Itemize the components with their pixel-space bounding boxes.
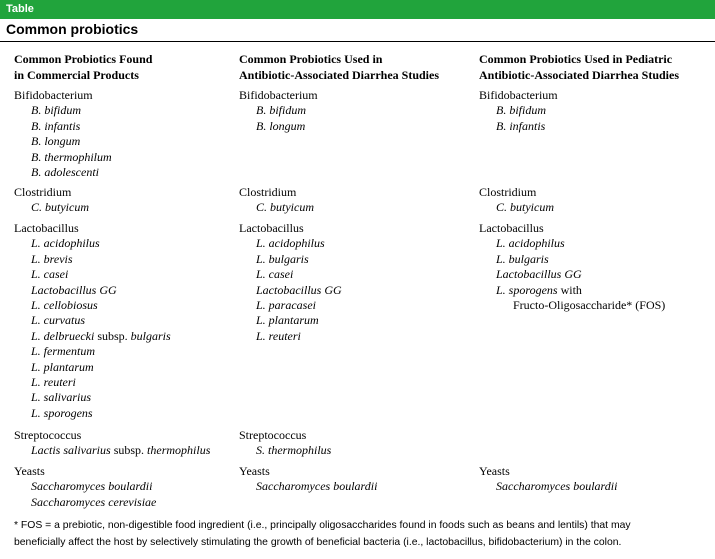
species-item: [239, 298, 475, 313]
species-item: [239, 283, 475, 298]
species-name: L. curvatus: [31, 313, 85, 328]
species-item: [14, 360, 236, 375]
species-item: [479, 479, 715, 494]
species-connector: subsp.: [94, 328, 131, 343]
species-name: B. infantis: [496, 118, 546, 133]
genus-group: [14, 88, 236, 180]
species-name: L. plantarum: [256, 313, 319, 328]
species-name: S. thermophilus: [256, 443, 332, 458]
species-name: Lactobacillus GG: [256, 282, 342, 297]
genus-group: [14, 428, 236, 459]
species-name: Lactobacillus GG: [31, 282, 117, 297]
species-name: L. acidophilus: [256, 236, 325, 251]
species-name: B. infantis: [31, 118, 81, 133]
species-name: Saccharomyces cerevisiae: [31, 494, 157, 509]
genus-group: [479, 221, 715, 313]
species-name: L. sporogens: [496, 282, 558, 297]
genus-group: [479, 88, 715, 134]
species-name: L. acidophilus: [31, 236, 100, 251]
species-name: C. butyicum: [256, 200, 314, 215]
table-column-3: [479, 51, 715, 494]
species-name: L. casei: [31, 267, 69, 282]
species-item: [14, 283, 236, 298]
genus-name: Clostridium: [14, 185, 72, 199]
species-item: [14, 267, 236, 282]
column-header: [479, 51, 715, 88]
species-item: [14, 313, 236, 328]
table-tag-label: Table: [6, 3, 34, 15]
genus-group: [239, 464, 475, 495]
species-name: L. reuteri: [31, 375, 76, 390]
genus-group: [479, 185, 715, 216]
genus-name: Yeasts: [479, 464, 510, 478]
genus-name: Clostridium: [239, 185, 297, 199]
species-item: [14, 252, 236, 267]
species-name: B. longum: [31, 134, 81, 149]
genus-group: [14, 464, 236, 510]
column-header-line: Common Probiotics Used in: [239, 52, 383, 66]
species-name: B. adolescenti: [31, 165, 99, 180]
column-header-line: Common Probiotics Found: [14, 52, 153, 66]
genus-name: Lactobacillus: [479, 221, 544, 235]
table-column-2: [239, 51, 475, 494]
column-header: [239, 51, 475, 88]
footnote-line: * FOS = a prebiotic, non-digestible food ingredient (i.e., principally oligosaccharides found in foods such as beans and lentils) that may: [14, 520, 631, 531]
title-divider: [0, 41, 715, 42]
species-item: [479, 200, 715, 215]
column-header-line: in Commercial Products: [14, 68, 139, 82]
species-continuation: Fructo-Oligosaccharide* (FOS): [513, 298, 666, 313]
species-item: [14, 298, 236, 313]
species-name: L. bulgaris: [256, 251, 309, 266]
species-item: [14, 103, 236, 118]
species-item: [14, 119, 236, 134]
page-title: Common probiotics: [6, 21, 139, 37]
species-item: [14, 150, 236, 165]
genus-name: Streptococcus: [239, 428, 307, 442]
genus-name: Bifidobacterium: [14, 88, 93, 102]
genus-group: [239, 185, 475, 216]
genus-name: Bifidobacterium: [479, 88, 558, 102]
species-item: [14, 236, 236, 251]
genus-name: Bifidobacterium: [239, 88, 318, 102]
species-name: L. bulgaris: [496, 251, 549, 266]
species-item: [479, 236, 715, 251]
species-item: [239, 329, 475, 344]
species-item: [239, 252, 475, 267]
column-header-line: Antibiotic-Associated Diarrhea Studies: [239, 68, 439, 82]
genus-group: [479, 464, 715, 495]
species-item: [14, 495, 236, 510]
species-connector: subsp.: [110, 443, 148, 458]
species-name: L. plantarum: [31, 359, 94, 374]
species-name: L. cellobiosus: [31, 298, 98, 313]
species-name: L. paracasei: [256, 298, 316, 313]
species-item: [479, 267, 715, 282]
species-name: L. brevis: [31, 251, 73, 266]
species-item: [479, 103, 715, 118]
genus-group: [239, 88, 475, 134]
species-item: [14, 375, 236, 390]
genus-group: [239, 221, 475, 344]
column-header: [14, 51, 236, 88]
species-name: Lactobacillus GG: [496, 267, 582, 282]
species-item: [14, 134, 236, 149]
species-item: [14, 390, 236, 405]
species-name: L. casei: [256, 267, 294, 282]
species-name: Saccharomyces boulardii: [31, 479, 153, 494]
species-name: L. acidophilus: [496, 236, 565, 251]
footnote: [14, 517, 714, 551]
species-name: L. salivarius: [31, 390, 92, 405]
species-item: [14, 200, 236, 215]
species-item: [14, 344, 236, 359]
column-header-line: Common Probiotics Used in Pediatric: [479, 52, 673, 66]
species-item: [479, 283, 715, 298]
genus-group: [14, 221, 236, 421]
genus-group: [14, 185, 236, 216]
species-item: [239, 236, 475, 251]
species-item: [239, 267, 475, 282]
species-name: bulgaris: [130, 328, 171, 343]
species-item: [479, 119, 715, 134]
species-item: [479, 252, 715, 267]
species-name: thermophilus: [147, 443, 211, 458]
species-item: [239, 200, 475, 215]
genus-group: [239, 428, 475, 459]
species-connector: with: [557, 282, 582, 297]
species-name: L. sporogens: [31, 405, 93, 420]
species-name: Saccharomyces boulardii: [496, 479, 618, 494]
species-name: L. reuteri: [256, 328, 301, 343]
species-item: [14, 165, 236, 180]
genus-name: Clostridium: [479, 185, 537, 199]
genus-name: Yeasts: [14, 464, 45, 478]
species-name: B. longum: [256, 118, 306, 133]
genus-name: Streptococcus: [14, 428, 82, 442]
species-name: B. bifidum: [256, 103, 306, 118]
species-item: [239, 443, 475, 458]
species-item: [14, 443, 236, 458]
species-item: [239, 313, 475, 328]
genus-name: Yeasts: [239, 464, 270, 478]
genus-name: Lactobacillus: [239, 221, 304, 235]
species-item: [14, 479, 236, 494]
species-name: Saccharomyces boulardii: [256, 479, 378, 494]
species-name: L. fermentum: [31, 344, 95, 359]
species-name: C. butyicum: [496, 200, 554, 215]
species-name: B. bifidum: [496, 103, 546, 118]
species-name: C. butyicum: [31, 200, 89, 215]
table-tag-bar: [0, 0, 715, 19]
column-header-line: Antibiotic-Associated Diarrhea Studies: [479, 68, 679, 82]
species-name: B. bifidum: [31, 103, 81, 118]
species-item: [239, 103, 475, 118]
table-column-1: [14, 51, 236, 509]
species-item: [14, 406, 236, 421]
species-item: [239, 479, 475, 494]
species-name: B. thermophilum: [31, 149, 112, 164]
species-name: L. delbruecki: [31, 328, 95, 343]
footnote-line: beneficially affect the host by selectively stimulating the growth of beneficial bacteria (i.e., lactobacillus, bifidobacterium) in the colon.: [14, 537, 622, 548]
species-name: Lactis salivarius: [31, 443, 111, 458]
species-item: [14, 329, 236, 344]
species-item: [239, 119, 475, 134]
genus-name: Lactobacillus: [14, 221, 79, 235]
